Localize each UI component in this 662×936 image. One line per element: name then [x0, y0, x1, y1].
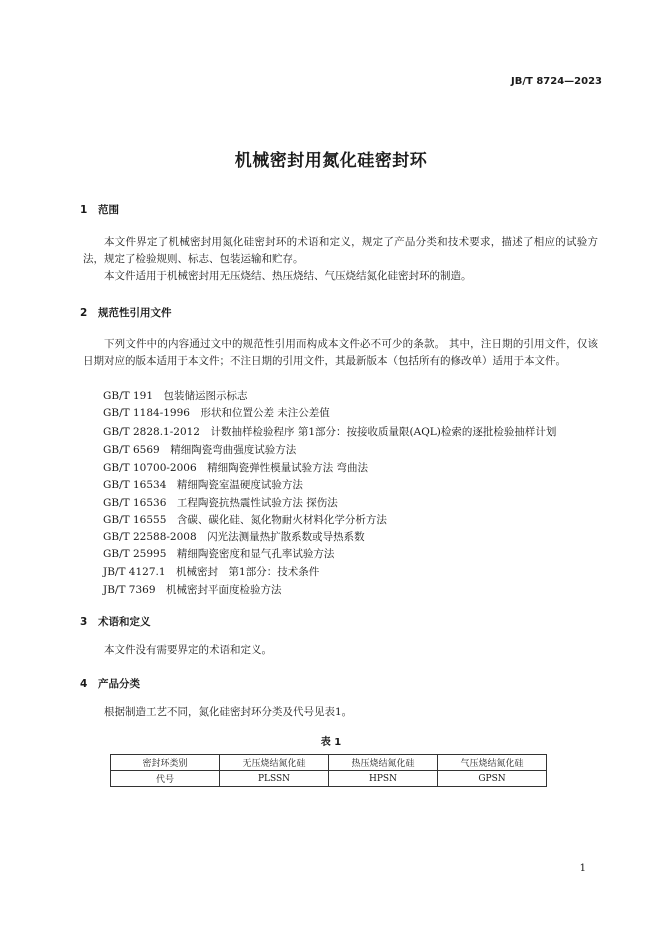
paragraph: 根据制造工艺不同，氮化硅密封环分类及代号见表1。 — [104, 706, 353, 718]
paragraph: 下列文件中的内容通过文中的规范性引用而构成本文件必不可少的条款。 其中，注日期的引用文件，仅该日期对应的版本适用于本文件；不注日期的引用文件，其最新版本（包括所有的修改单）适用于本文件。 — [83, 338, 598, 367]
section-number: 2 — [80, 307, 88, 319]
page-number: 1 — [579, 863, 586, 874]
reference-item: GB/T 1184-1996 形状和位置公差 未注公差值 — [103, 407, 330, 419]
table-cell: 热压烧结氮化硅 — [329, 755, 438, 771]
reference-item: GB/T 2828.1-2012 计数抽样检验程序 第1部分：按接收质量限(AQL)检索的逐批检验抽样计划 — [103, 426, 557, 438]
paragraph: 本文件界定了机械密封用氮化硅密封环的术语和定义，规定了产品分类和技术要求，描述了相应的试验方法，规定了检验规则、标志、包装运输和贮存。 — [83, 236, 598, 265]
table-cell: GPSN — [438, 771, 547, 787]
table-cell: 无压烧结氮化硅 — [220, 755, 329, 771]
reference-item: GB/T 6569 精细陶瓷弯曲强度试验方法 — [103, 444, 297, 456]
section-heading-4 — [80, 676, 140, 691]
table-row — [111, 755, 547, 771]
document-title: 机械密封用氮化硅密封环 — [234, 151, 428, 171]
section-heading-1 — [80, 202, 119, 217]
reference-item: GB/T 191 包装储运图示标志 — [103, 390, 248, 402]
paragraph: 本文件适用于机械密封用无压烧结、热压烧结、气压烧结氮化硅密封环的制造。 — [104, 270, 472, 282]
section-number: 4 — [80, 678, 88, 690]
reference-item: GB/T 25995 精细陶瓷密度和显气孔率试验方法 — [103, 548, 335, 560]
table-cell: HPSN — [329, 771, 438, 787]
section-heading-2 — [80, 305, 172, 320]
reference-item: GB/T 16534 精细陶瓷室温硬度试验方法 — [103, 479, 303, 491]
section-number: 3 — [80, 616, 88, 628]
section-title: 规范性引用文件 — [98, 307, 172, 319]
reference-item: JB/T 7369 机械密封平面度检验方法 — [103, 584, 282, 596]
reference-item: JB/T 4127.1 机械密封 第1部分：技术条件 — [103, 566, 320, 578]
section-number: 1 — [80, 204, 88, 216]
paragraph: 本文件没有需要界定的术语和定义。 — [104, 644, 272, 656]
standard-code: JB/T 8724—2023 — [511, 76, 602, 87]
table-cell: 密封环类别 — [111, 755, 220, 771]
classification-table — [110, 754, 547, 787]
section-title: 术语和定义 — [98, 616, 151, 628]
reference-item: GB/T 16536 工程陶瓷抗热震性试验方法 探伤法 — [103, 497, 338, 509]
table-cell: 气压烧结氮化硅 — [438, 755, 547, 771]
table-caption: 表 1 — [320, 737, 342, 748]
section-heading-3 — [80, 614, 151, 629]
section-title: 范围 — [98, 204, 119, 216]
reference-item: GB/T 10700-2006 精细陶瓷弹性模量试验方法 弯曲法 — [103, 462, 368, 474]
reference-item: GB/T 16555 含碳、碳化硅、氮化物耐火材料化学分析方法 — [103, 514, 387, 526]
section-title: 产品分类 — [98, 678, 140, 690]
reference-item: GB/T 22588-2008 闪光法测量热扩散系数或导热系数 — [103, 531, 365, 543]
table-cell: 代号 — [111, 771, 220, 787]
table-cell: PLSSN — [220, 771, 329, 787]
table-row — [111, 771, 547, 787]
